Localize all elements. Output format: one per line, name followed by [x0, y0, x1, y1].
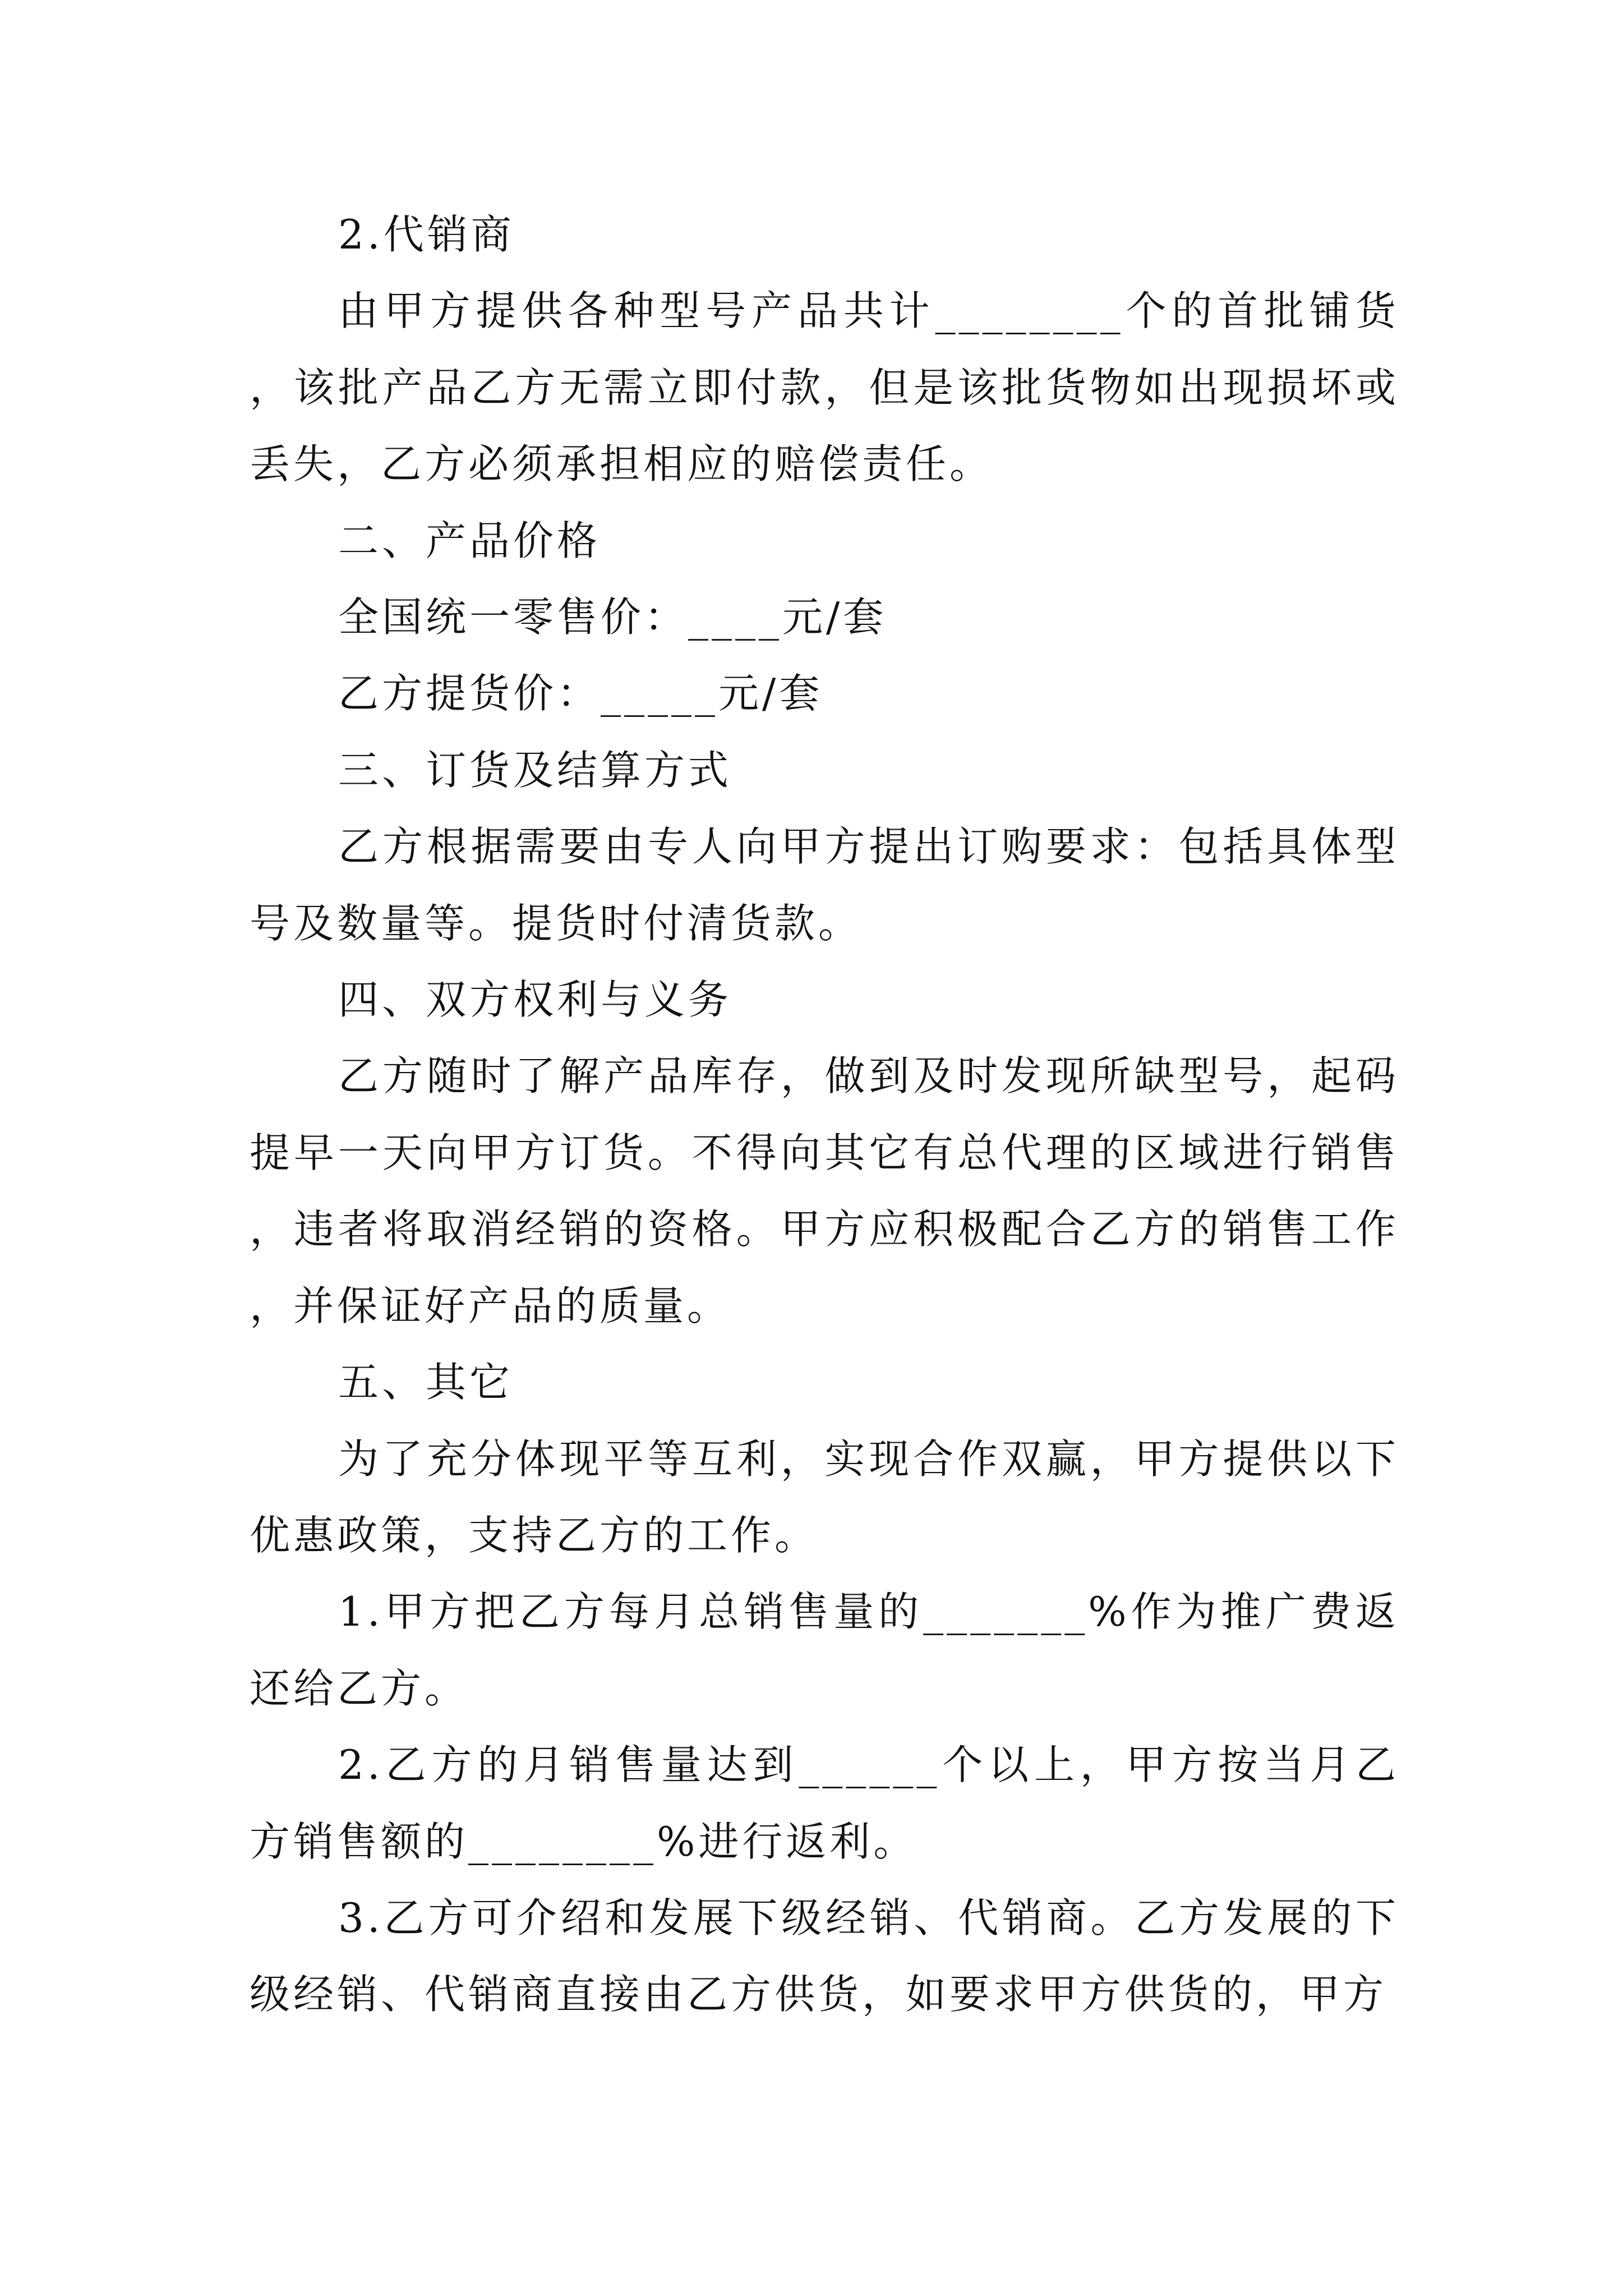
heading-ordering-settlement: 三、订货及结算方式: [338, 746, 732, 794]
document-body: [250, 196, 1399, 2033]
paragraph-rights-obligations: 乙方随时了解产品库存，做到及时发现所缺型号，起码提早一天向甲方订货。不得向其它有总代理的区域进行销售，违者将取消经销的资格。甲方应积极配合乙方的销售工作，并保证好产品的质量。: [250, 1052, 1399, 1329]
heading-other: 五、其它: [338, 1359, 514, 1406]
heading-rights-obligations: 四、双方权利与义务: [338, 976, 732, 1024]
item-volume-rebate: 2.乙方的月销售量达到______个以上，甲方按当月乙方销售额的________%进行返利。: [250, 1741, 1399, 1865]
item-sub-distributors: 3.乙方可介绍和发展下级经销、代销商。乙方发展的下级经销、代销商直接由乙方供货，如要求甲方供货的，甲方: [250, 1894, 1399, 2018]
heading-product-price: 二、产品价格: [338, 517, 601, 564]
paragraph-initial-stock: 由甲方提供各种型号产品共计________个的首批铺货，该批产品乙方无需立即付款，但是该批货物如出现损坏或丢失，乙方必须承担相应的赔偿责任。: [250, 287, 1399, 488]
item-promotion-rebate: 1.甲方把乙方每月总销售量的_______%作为推广费返还给乙方。: [250, 1588, 1399, 1712]
paragraph-preferential-policy: 为了充分体现平等互利，实现合作双赢，甲方提供以下优惠政策，支持乙方的工作。: [250, 1435, 1399, 1559]
paragraph-ordering: 乙方根据需要由专人向甲方提出订购要求：包括具体型号及数量等。提货时付清货款。: [250, 823, 1399, 947]
line-retail-price: 全国统一零售价：____元/套: [338, 593, 887, 641]
heading-consignment-agent: 2.代销商: [338, 211, 515, 258]
line-pickup-price: 乙方提货价：_____元/套: [338, 670, 823, 717]
